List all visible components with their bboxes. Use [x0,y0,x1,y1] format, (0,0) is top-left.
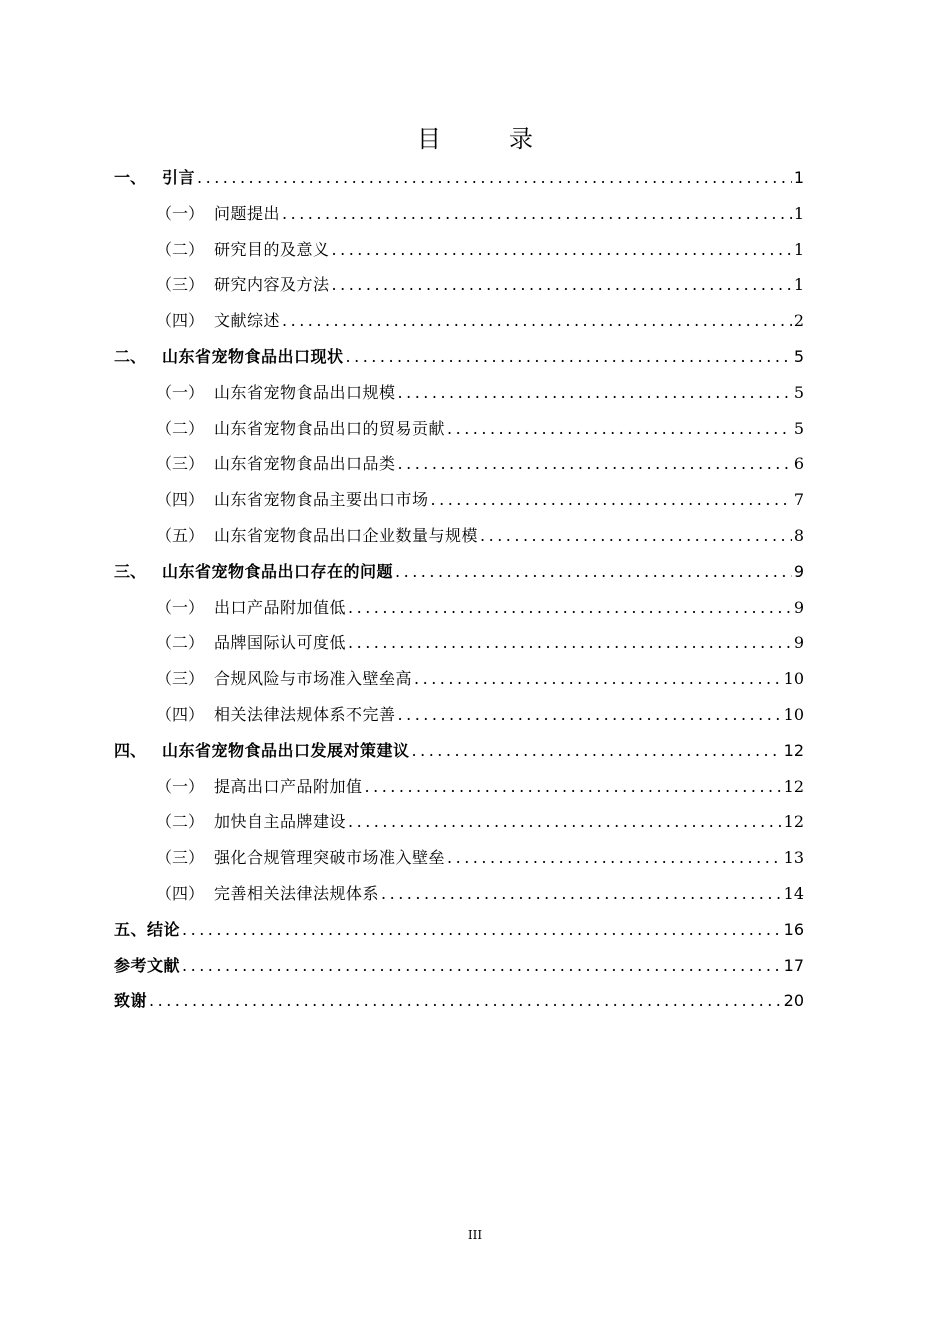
toc-entry-number: （四） [156,490,205,510]
toc-entry-title: 山东省宠物食品出口现状 [162,346,344,366]
toc-entry-title: 山东省宠物食品出口发展对策建议 [162,740,410,760]
toc-entry-title: 强化合规管理突破市场准入壁垒 [214,848,446,868]
toc-entry-page: 6 [793,454,804,474]
toc-section-entry[interactable] [114,697,804,733]
toc-entry-page: 10 [783,704,804,724]
toc-section-entry[interactable] [114,375,804,411]
toc-entry-number: （二） [156,239,205,259]
toc-entry-page: 14 [783,883,804,903]
toc-entry-number: （一） [156,776,205,796]
toc-entry-title: 研究内容及方法 [214,275,330,295]
toc-entry-page: 10 [783,669,804,689]
toc-entry-page: 9 [793,597,804,617]
toc-entry-number: 一、 [114,168,147,187]
toc-chapter-entry[interactable] [114,733,804,769]
toc-dot-leader [332,267,792,303]
toc-entry-page: 1 [793,275,804,295]
toc-entry-title: 山东省宠物食品出口企业数量与规模 [214,525,479,545]
toc-title: 目 录 [417,125,555,153]
toc-section-entry[interactable] [114,232,804,268]
toc-dot-leader [348,590,792,626]
page-number: III [467,1228,483,1242]
toc-entry-title: 研究目的及意义 [214,239,330,259]
toc-entry-title: 品牌国际认可度低 [214,633,347,653]
toc-entry-number: 四、 [114,740,147,760]
toc-entry-page: 16 [783,919,804,939]
toc-dot-leader [395,554,792,590]
toc-dot-leader [348,625,792,661]
toc-entry-title: 文献综述 [214,311,281,331]
toc-entry-page: 9 [793,633,804,653]
toc-entry-page: 20 [783,991,804,1011]
toc-dot-leader [398,446,792,482]
toc-dot-leader [480,518,792,554]
toc-section-entry[interactable] [114,661,804,697]
toc-dot-leader [431,482,792,518]
toc-entry-number: 二、 [114,346,147,366]
toc-entry-page: 2 [793,311,804,331]
toc-section-entry[interactable] [114,303,804,339]
toc-dot-leader [282,303,792,339]
toc-entry-title: 相关法律法规体系不完善 [214,704,396,724]
toc-dot-leader [414,661,782,697]
toc-entry-number: （三） [156,275,205,295]
toc-section-entry[interactable] [114,267,804,303]
toc-dot-leader [182,912,782,948]
toc-section-entry[interactable] [114,804,804,840]
toc-chapter-entry[interactable] [114,160,804,196]
toc-section-entry[interactable] [114,625,804,661]
toc-section-entry[interactable] [114,590,804,626]
toc-entry-page: 17 [783,955,804,975]
toc-entry-page: 13 [783,848,804,868]
toc-entry-number: （三） [156,848,205,868]
toc-entry-number: （二） [156,633,205,653]
toc-entry-page: 5 [793,418,804,438]
toc-entry-title: 致谢 [114,991,148,1011]
toc-section-entry[interactable] [114,446,804,482]
toc-section-entry[interactable] [114,196,804,232]
toc-entry-number: （二） [156,418,205,438]
toc-chapter-entry[interactable] [114,912,804,948]
toc-entry-title: 山东省宠物食品出口存在的问题 [162,561,394,581]
toc-entry-page: 5 [793,346,804,366]
toc-entry-page: 12 [783,812,804,832]
toc-entry-page: 1 [793,203,804,223]
toc-section-entry[interactable] [114,769,804,805]
toc-entry-page: 1 [793,168,804,187]
toc-dot-leader [381,876,782,912]
toc-entry-page: 9 [793,561,804,581]
toc-entry-number: 三、 [114,561,147,581]
toc-chapter-entry[interactable] [114,983,804,1019]
toc-chapter-entry[interactable] [114,339,804,375]
toc-dot-leader [197,160,792,196]
toc-section-entry[interactable] [114,411,804,447]
toc-dot-leader [348,804,782,840]
toc-entry-number: （三） [156,454,205,474]
toc-dot-leader [182,948,782,984]
toc-entry-number: （四） [156,311,205,331]
toc-entry-title: 合规风险与市场准入壁垒高 [214,669,413,689]
toc-entry-page: 7 [793,490,804,510]
toc-section-entry[interactable] [114,840,804,876]
toc-entry-title: 山东省宠物食品出口品类 [214,454,396,474]
toc-entry-number: （五） [156,525,205,545]
toc-entry-title: 山东省宠物食品出口的贸易贡献 [214,418,446,438]
toc-entry-number: （一） [156,597,205,617]
toc-dot-leader [447,411,792,447]
table-of-contents [114,160,804,1019]
toc-dot-leader [447,840,782,876]
toc-entry-page: 1 [793,239,804,259]
toc-entry-number: （二） [156,812,205,832]
toc-dot-leader [346,339,792,375]
toc-dot-leader [365,769,782,805]
toc-chapter-entry[interactable] [114,554,804,590]
toc-entry-title: 引言 [162,168,196,187]
toc-entry-title: 参考文献 [114,955,181,975]
toc-dot-leader [282,196,792,232]
toc-entry-page: 5 [793,382,804,402]
toc-entry-title: 加快自主品牌建设 [214,812,347,832]
toc-entry-number: （一） [156,382,205,402]
toc-entry-title: 出口产品附加值低 [214,597,347,617]
toc-dot-leader [398,375,792,411]
toc-entry-page: 12 [783,740,804,760]
toc-entry-title: 山东省宠物食品出口规模 [214,382,396,402]
toc-entry-number: （三） [156,669,205,689]
toc-section-entry[interactable] [114,518,804,554]
toc-entry-title: 提高出口产品附加值 [214,776,363,796]
toc-dot-leader [398,697,782,733]
toc-section-entry[interactable] [114,482,804,518]
toc-entry-number: （四） [156,704,205,724]
toc-chapter-entry[interactable] [114,948,804,984]
toc-entry-title: 问题提出 [214,203,281,223]
toc-entry-page: 12 [783,776,804,796]
toc-dot-leader [149,983,782,1019]
toc-section-entry[interactable] [114,876,804,912]
toc-entry-number: （一） [156,203,205,223]
toc-entry-page: 8 [793,525,804,545]
toc-dot-leader [412,733,782,769]
toc-entry-title: 五、结论 [114,919,181,939]
toc-entry-title: 完善相关法律法规体系 [214,883,380,903]
toc-entry-number: （四） [156,883,205,903]
toc-dot-leader [332,232,792,268]
toc-entry-title: 山东省宠物食品主要出口市场 [214,490,429,510]
